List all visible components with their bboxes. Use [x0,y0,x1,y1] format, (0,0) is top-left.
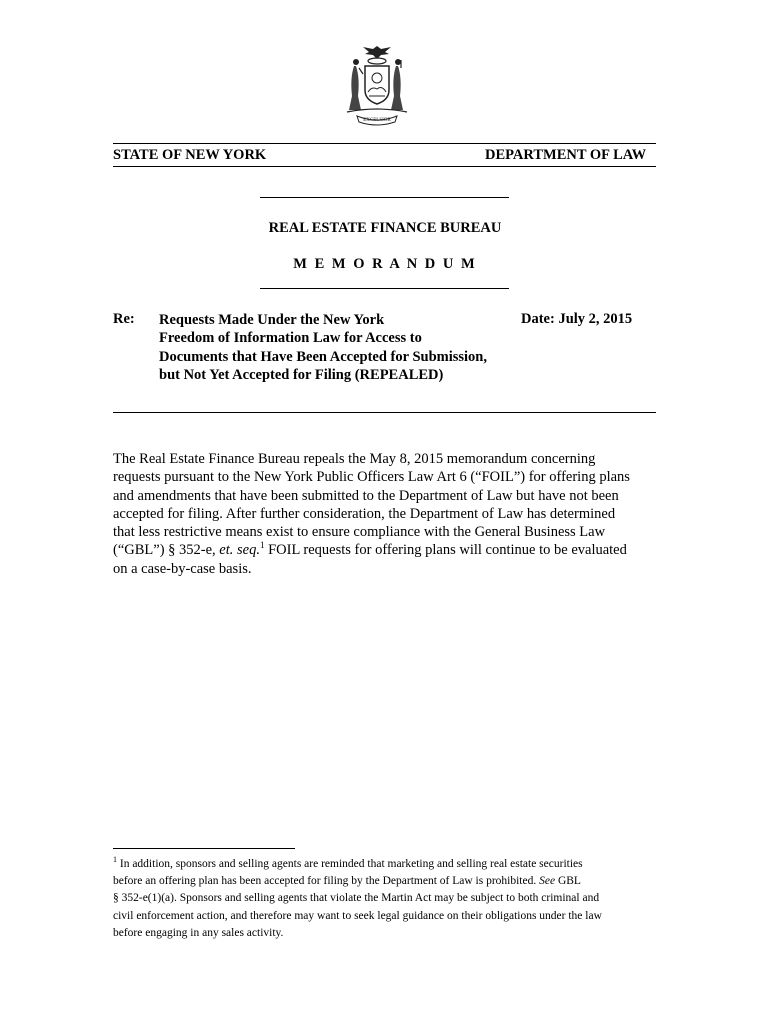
footnote-line [113,856,661,873]
seal-motto: EXCELSIOR [363,118,391,123]
header-top-rule [113,143,656,144]
re-line: Freedom of Information Law for Access to [159,330,422,347]
footnote-line [113,873,661,890]
bureau-top-rule [260,197,509,198]
re-line: Requests Made Under the New York [159,312,385,328]
memorandum-title: M E M O R A N D U M [293,256,477,272]
ny-state-seal-icon [343,42,411,126]
bureau-title: REAL ESTATE FINANCE BUREAU [268,220,502,236]
header-department: DEPARTMENT OF LAW [485,147,647,163]
footnote-line: § 352-e(1)(a). Sponsors and selling agents that violate the Martin Act may be subject to both criminal and [113,892,600,905]
body-text: (“GBL”) § 352-e, [113,542,220,559]
footnote-signal: See [539,875,556,888]
footnote-text: GBL [555,875,581,888]
body-line: accepted for filing. After further consideration, the Department of Law has determined [113,505,616,522]
footnote-line: civil enforcement action, and therefore may want to seek legal guidance on their obligations under the law [113,909,602,922]
footnote [113,856,661,942]
re-subject [159,311,487,385]
re-line: but Not Yet Accepted for Filing (REPEALED) [159,367,444,384]
footnote-text: In addition, sponsors and selling agents are reminded that marketing and selling real estate securities [117,858,583,870]
body-line [113,541,658,559]
footnote-reference: 1 [259,540,265,551]
header-state: STATE OF NEW YORK [113,147,267,163]
body-line: and amendments that have been submitted to the Department of Law but have not been [113,487,619,504]
header-bottom-rule [113,166,656,167]
memorandum-bottom-rule [260,288,509,289]
subject-bottom-rule [113,412,656,413]
body-citation: et. seq. [219,542,260,559]
body-paragraph [113,450,658,578]
footnote-marker: 1 [113,855,117,865]
re-label: Re: [113,311,135,327]
footnote-line: before engaging in any sales activity. [113,926,284,939]
body-text: FOIL requests for offering plans will continue to be evaluated [264,542,627,559]
body-line: requests pursuant to the New York Public Officers Law Art 6 (“FOIL”) for offering plans [113,469,630,486]
body-line: that less restrictive means exist to ensure compliance with the General Business Law [113,524,606,541]
footnote-text: before an offering plan has been accepted for filing by the Department of Law is prohibited. [113,875,540,888]
re-line: Documents that Have Been Accepted for Submission, [159,348,487,365]
memo-date: Date: July 2, 2015 [521,311,633,327]
body-line: on a case-by-case basis. [113,560,252,577]
body-line: The Real Estate Finance Bureau repeals the May 8, 2015 memorandum concerning [113,451,596,467]
footnote-separator [113,848,295,849]
